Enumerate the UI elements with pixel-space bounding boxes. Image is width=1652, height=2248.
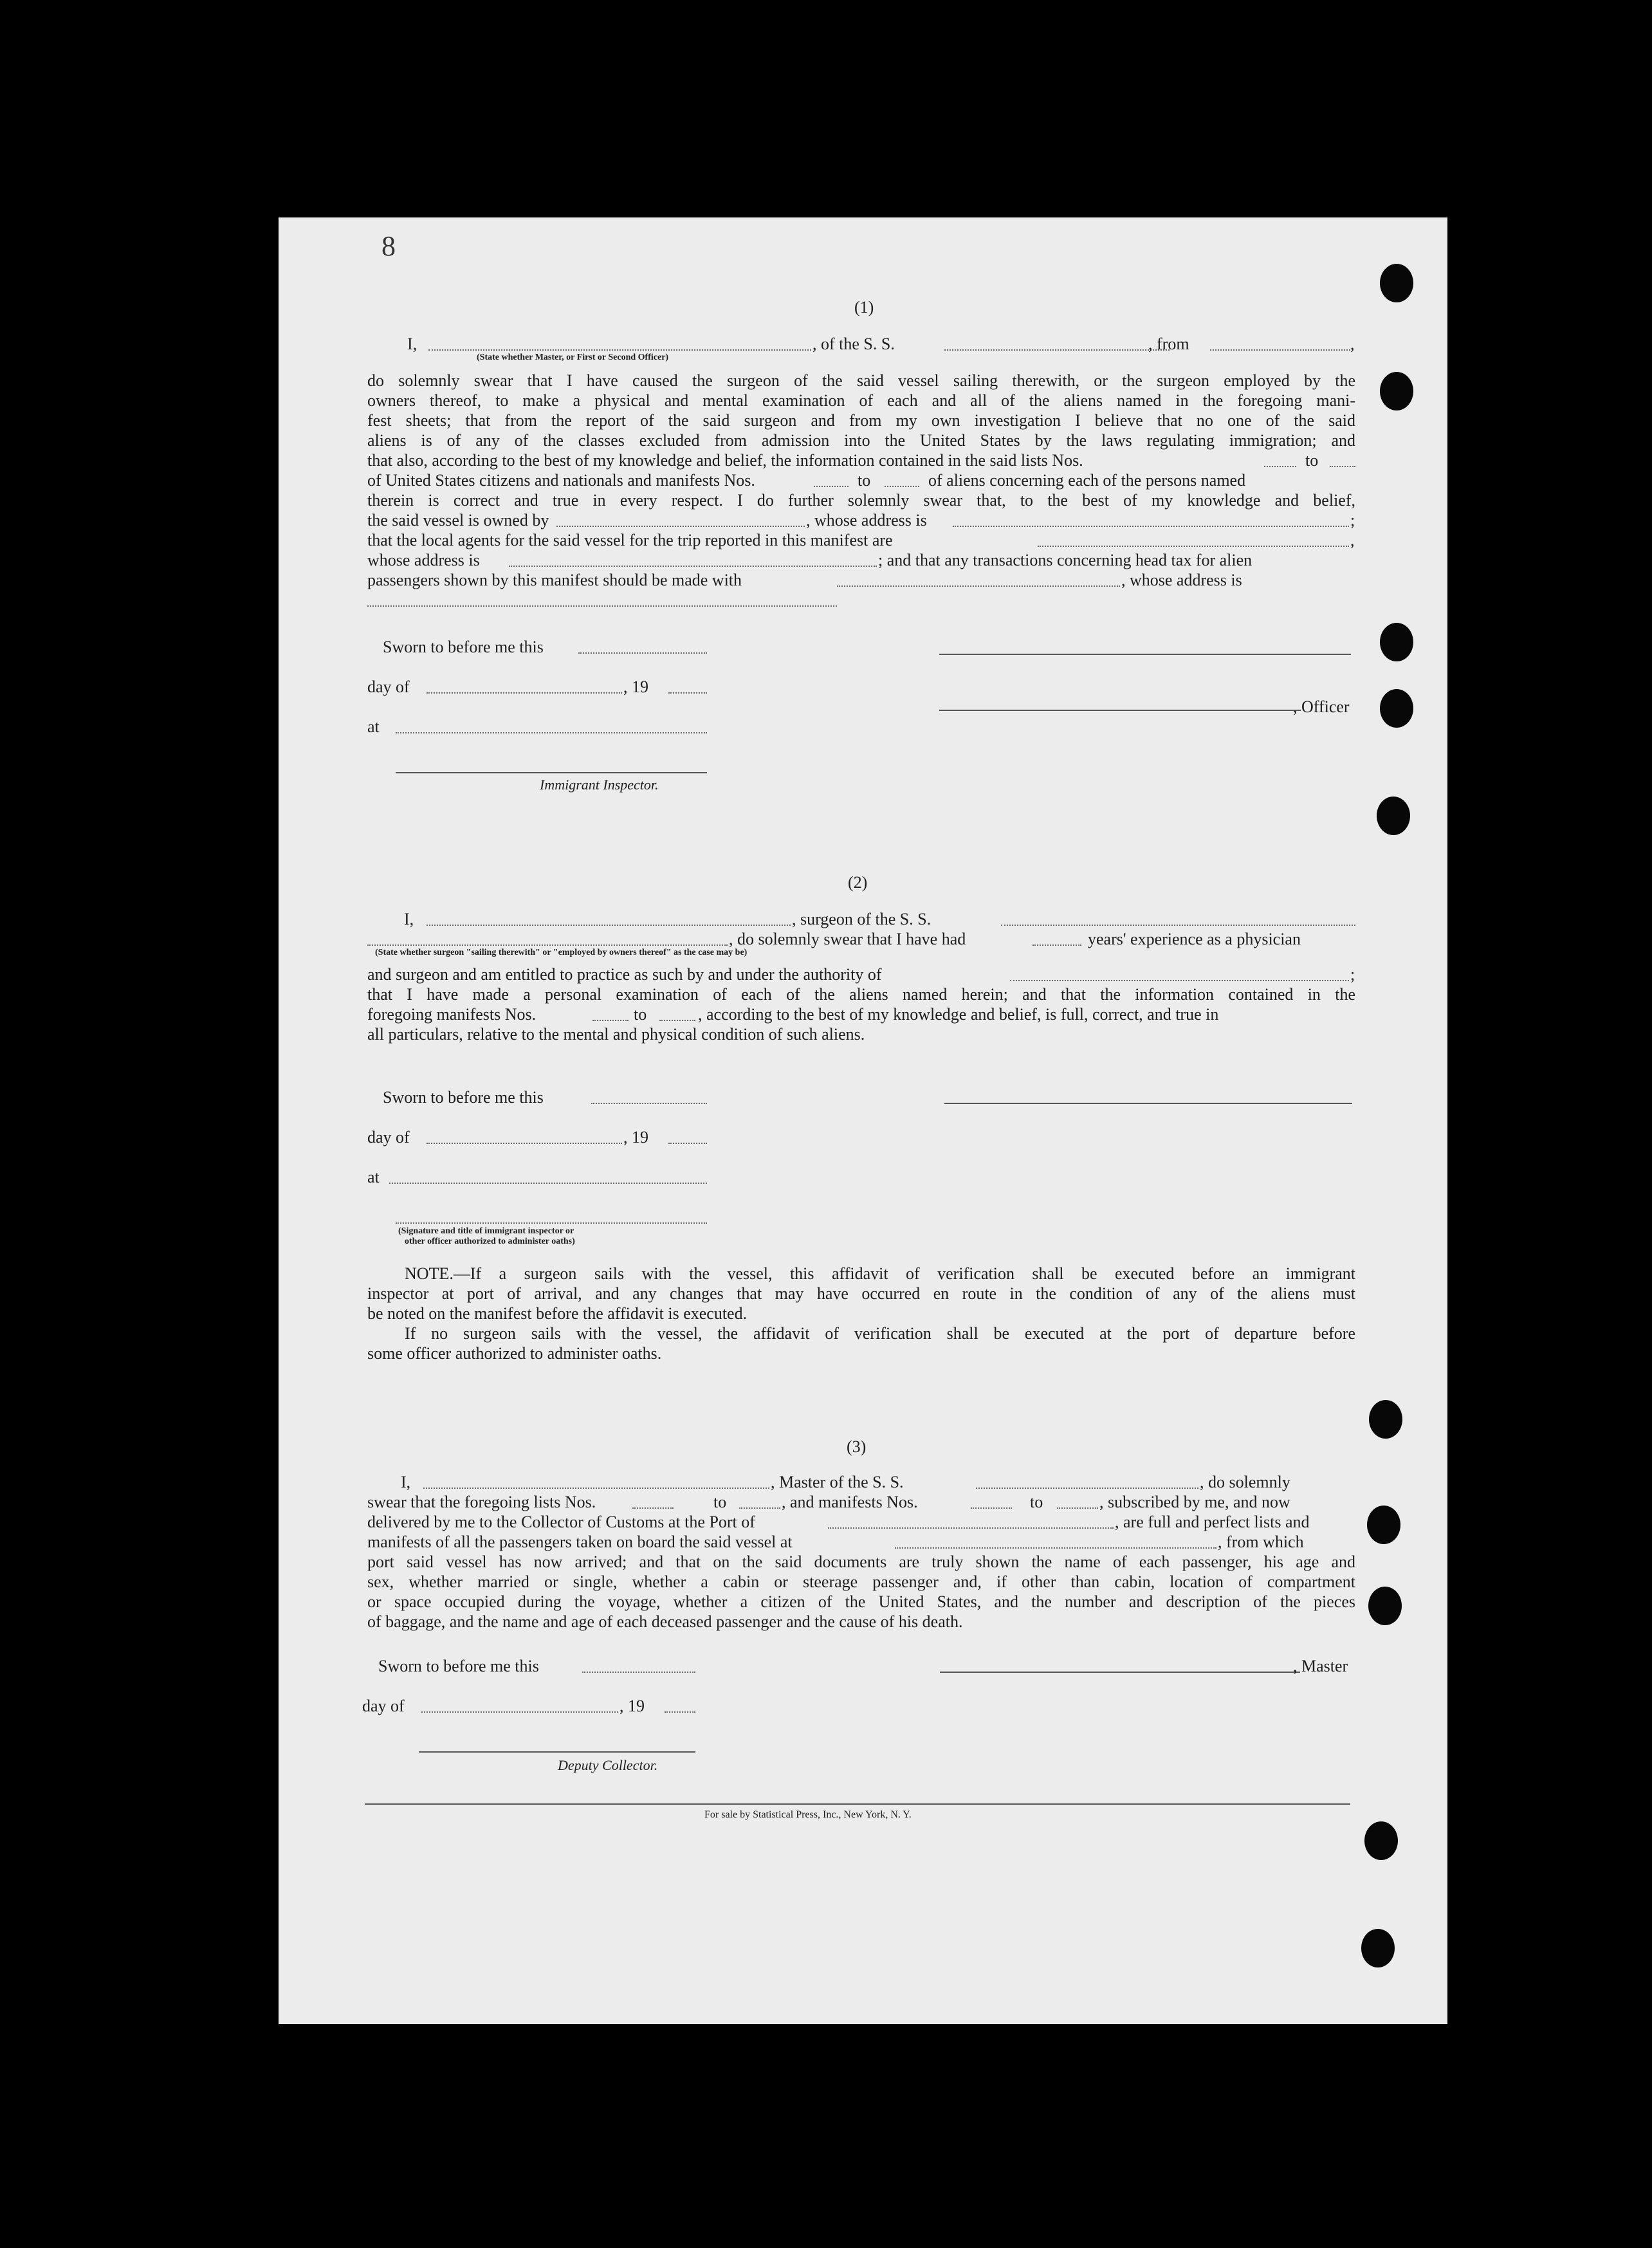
signature-line-officer[interactable] xyxy=(939,710,1301,711)
s3-paragraph-line: of baggage, and the name and age of each deceased passenger and the cause of his death. xyxy=(367,1612,963,1631)
s2-sworn-label: Sworn to before me this xyxy=(383,1088,544,1107)
s3-collector-label: Deputy Collector. xyxy=(558,1757,658,1773)
s3-paragraph-line: sex, whether married or single, whether a cabin or steerage passenger and, if other than cabin, location of compartment xyxy=(367,1572,1355,1591)
fill-line-head-tax-party[interactable] xyxy=(837,585,1120,587)
binder-hole xyxy=(1364,1821,1398,1860)
s2-signature-note-1: (Signature and title of immigrant inspector or xyxy=(398,1226,574,1236)
binder-hole xyxy=(1368,1587,1402,1625)
s3-line3-port: delivered by me to the Collector of Customs at the Port of xyxy=(367,1513,755,1531)
fill-line-local-agents[interactable] xyxy=(1038,546,1349,547)
s2-line2-swear: , do solemnly swear that I have had xyxy=(729,930,966,948)
s3-line1-ship: , Master of the S. S. xyxy=(771,1473,904,1491)
s1-paragraph-line: owners thereof, to make a physical and mental examination of each and all of the aliens named in the foregoing mani- xyxy=(367,391,1355,410)
s1-at-label: at xyxy=(367,717,380,736)
s2-p3-authority: and surgeon and am entitled to practice as such by and under the authority of xyxy=(367,965,882,984)
s1-p8-owned: the said vessel is owned by xyxy=(367,511,549,530)
s2-year-label: , 19 xyxy=(623,1128,648,1147)
s3-line1-i: I, xyxy=(401,1473,411,1491)
s1-p9-comma: , xyxy=(1350,531,1355,549)
s1-p5-text: that also, according to the best of my knowledge and belief, the information contained in the said lists Nos. xyxy=(367,451,1083,470)
s1-paragraph-line: therein is correct and true in every respect. I do further solemnly swear that, to the best of my knowledge and belief, xyxy=(367,491,1355,510)
fill-line-port-of-arrival[interactable] xyxy=(828,1527,1114,1529)
s1-line1-i: I, xyxy=(407,335,418,353)
s1-line1-comma: , xyxy=(1350,335,1355,353)
signature-line-surgeon[interactable] xyxy=(944,1103,1352,1104)
s2-p5-rest: , according to the best of my knowledge and belief, is full, correct, and true in xyxy=(698,1005,1219,1024)
s1-p8-address: , whose address is xyxy=(806,511,927,530)
section-3-number: (3) xyxy=(847,1437,867,1456)
s2-line1-i: I, xyxy=(404,910,414,928)
s1-p10-address: whose address is xyxy=(367,551,480,569)
fill-line-year[interactable] xyxy=(668,692,707,694)
fill-line-surgeon-ship[interactable] xyxy=(1001,925,1355,926)
fill-line-embarkation-port[interactable] xyxy=(895,1547,1216,1549)
s3-line2-to: to xyxy=(713,1493,727,1511)
fill-line-s2-at-place[interactable] xyxy=(389,1183,707,1184)
s2-signature-note-2: other officer authorized to administer oaths) xyxy=(405,1237,575,1246)
s2-p5-to: to xyxy=(634,1005,647,1024)
fill-line-s2-manifests-from[interactable] xyxy=(592,1020,629,1021)
s1-p11-text: passengers shown by this manifest should be made with xyxy=(367,571,742,589)
s3-line2-manifests: , and manifests Nos. xyxy=(782,1493,918,1511)
fill-line-lists-from[interactable] xyxy=(1264,466,1296,467)
fill-line-sworn-date[interactable] xyxy=(578,652,707,654)
s1-paragraph-line: do solemnly swear that I have caused the surgeon of the said vessel sailing therewith, or the surgeon employed by the xyxy=(367,371,1355,390)
fill-line-agents-address[interactable] xyxy=(509,566,877,567)
fill-line-lists-to[interactable] xyxy=(1330,466,1355,467)
s3-line4-rest: , from which xyxy=(1218,1533,1304,1551)
note-line: NOTE.—If a surgeon sails with the vessel, this affidavit of verification shall be executed before an immigrant xyxy=(405,1264,1355,1283)
s3-line4-text: manifests of all the passengers taken on board the said vessel at xyxy=(367,1533,793,1551)
fill-line-manifests-to[interactable] xyxy=(885,486,919,487)
note-line: some officer authorized to administer oaths. xyxy=(367,1344,662,1363)
s2-dayof-label: day of xyxy=(367,1128,410,1147)
s1-line1-ship: , of the S. S. xyxy=(812,335,895,353)
fill-line-s2-day-of[interactable] xyxy=(427,1143,622,1144)
fill-line-s3-ship[interactable] xyxy=(976,1488,1198,1489)
s1-officer-label: , Officer xyxy=(1293,697,1350,716)
fill-line-s2-sworn-date[interactable] xyxy=(591,1103,707,1104)
signature-line-s2-inspector[interactable] xyxy=(396,1222,707,1224)
s3-sworn-label: Sworn to before me this xyxy=(378,1657,539,1675)
s2-paragraph-line: all particulars, relative to the mental and physical condition of such aliens. xyxy=(367,1025,865,1044)
fill-line-ship-name[interactable] xyxy=(944,349,1170,351)
s1-inspector-label: Immigrant Inspector. xyxy=(540,777,659,793)
fill-line-years-experience[interactable] xyxy=(1032,944,1081,946)
s3-paragraph-line: or space occupied during the voyage, whether a citizen of the United States, and the number and description of the pieces xyxy=(367,1592,1355,1611)
fill-line-s3-sworn-date[interactable] xyxy=(582,1672,695,1673)
binder-hole xyxy=(1377,797,1410,835)
note-line: If no surgeon sails with the vessel, the affidavit of verification shall be executed at the port of departure before xyxy=(405,1324,1355,1343)
fill-line-from-port[interactable] xyxy=(1210,349,1350,351)
binder-hole xyxy=(1380,264,1413,302)
binder-hole xyxy=(1380,623,1413,661)
fill-line-s3-manifests-to[interactable] xyxy=(1057,1507,1098,1509)
footer-publisher: For sale by Statistical Press, Inc., New York, N. Y. xyxy=(704,1809,912,1820)
s1-sworn-label: Sworn to before me this xyxy=(383,638,544,656)
signature-line-officer-top[interactable] xyxy=(939,654,1351,655)
binder-hole xyxy=(1367,1506,1400,1544)
page-mark: 8 xyxy=(381,230,396,262)
fill-line-head-tax-address[interactable] xyxy=(367,605,837,607)
note-line: be noted on the manifest before the affidavit is executed. xyxy=(367,1304,748,1323)
s3-line2-rest: , subscribed by me, and now xyxy=(1099,1493,1290,1511)
binder-hole xyxy=(1361,1929,1395,1967)
s1-p10-rest: ; and that any transactions concerning head tax for alien xyxy=(878,551,1253,569)
s1-p6-rest: of aliens concerning each of the persons named xyxy=(928,471,1246,490)
s1-p8-semicolon: ; xyxy=(1350,511,1355,530)
signature-line-master[interactable] xyxy=(940,1672,1300,1673)
binder-hole xyxy=(1369,1400,1402,1439)
s3-year-label: , 19 xyxy=(620,1697,645,1715)
s3-paragraph-line: port said vessel has now arrived; and that on the said documents are truly shown the name of each passenger, his age and xyxy=(367,1552,1355,1571)
fill-line-s2-manifests-to[interactable] xyxy=(659,1020,695,1021)
fill-line-at-place[interactable] xyxy=(396,732,707,733)
fill-line-officer-rank[interactable] xyxy=(428,349,811,351)
binder-hole xyxy=(1380,689,1413,728)
s3-master-label: , Master xyxy=(1293,1657,1348,1675)
signature-line-deputy-collector[interactable] xyxy=(419,1751,695,1753)
form-page xyxy=(279,217,1447,2024)
fill-line-surgeon-name[interactable] xyxy=(427,925,791,926)
s3-line1-swear: , do solemnly xyxy=(1200,1473,1290,1491)
s1-officer-note: (State whether Master, or First or Second Officer) xyxy=(477,353,669,362)
fill-line-master-name[interactable] xyxy=(423,1488,769,1489)
s1-line1-from: , from xyxy=(1148,335,1189,353)
fill-line-s3-year[interactable] xyxy=(665,1711,695,1713)
s2-line1-ship: , surgeon of the S. S. xyxy=(792,910,932,928)
s3-dayof-label: day of xyxy=(362,1697,405,1715)
s1-p6-to: to xyxy=(858,471,871,490)
s2-at-label: at xyxy=(367,1168,380,1186)
fill-line-s3-manifests-from[interactable] xyxy=(971,1507,1012,1509)
s1-paragraph-line: fest sheets; that from the report of the said surgeon and from my own investigation I believe that no one of the said xyxy=(367,411,1355,430)
s2-p5-text: foregoing manifests Nos. xyxy=(367,1005,537,1024)
fill-line-manifests-from[interactable] xyxy=(814,486,849,487)
s1-p9-agents: that the local agents for the said vessel for the trip reported in this manifest are xyxy=(367,531,893,549)
section-1-number: (1) xyxy=(854,298,874,317)
fill-line-owner-address[interactable] xyxy=(953,526,1349,527)
s3-line2-lists: swear that the foregoing lists Nos. xyxy=(367,1493,596,1511)
s1-year-label: , 19 xyxy=(623,677,648,696)
fill-line-s3-lists-from[interactable] xyxy=(632,1507,674,1509)
s1-p5-to: to xyxy=(1305,451,1319,470)
s3-line3-rest: , are full and perfect lists and xyxy=(1115,1513,1310,1531)
s1-p11-address: , whose address is xyxy=(1121,571,1242,589)
fill-line-s3-day-of[interactable] xyxy=(421,1711,618,1713)
s1-dayof-label: day of xyxy=(367,677,410,696)
fill-line-surgeon-status[interactable] xyxy=(367,944,728,946)
s2-paragraph-line: that I have made a personal examination of each of the aliens named herein; and that the information contained in the xyxy=(367,985,1355,1004)
section-2-number: (2) xyxy=(848,873,868,892)
s1-paragraph-line: aliens is of any of the classes excluded from admission into the United States by the laws regulating immigration; and xyxy=(367,431,1355,450)
note-line: inspector at port of arrival, and any changes that may have occurred en route in the condition of any of the aliens must xyxy=(367,1284,1355,1303)
fill-line-day-of[interactable] xyxy=(427,692,622,694)
footer-rule xyxy=(365,1803,1350,1805)
fill-line-authority[interactable] xyxy=(1010,980,1349,981)
s2-line2-years: years' experience as a physician xyxy=(1088,930,1301,948)
fill-line-vessel-owner[interactable] xyxy=(556,526,805,527)
binder-hole xyxy=(1380,372,1413,410)
s3-line2-to2: to xyxy=(1030,1493,1043,1511)
fill-line-s3-lists-to[interactable] xyxy=(739,1507,780,1509)
signature-line-inspector[interactable] xyxy=(396,772,707,773)
s1-p6-text: of United States citizens and nationals and manifests Nos. xyxy=(367,471,755,490)
s2-p3-semicolon: ; xyxy=(1350,965,1355,984)
s2-surgeon-note: (State whether surgeon "sailing therewith" or "employed by owners thereof" as the case may be) xyxy=(375,948,748,957)
fill-line-s2-year[interactable] xyxy=(668,1143,707,1144)
